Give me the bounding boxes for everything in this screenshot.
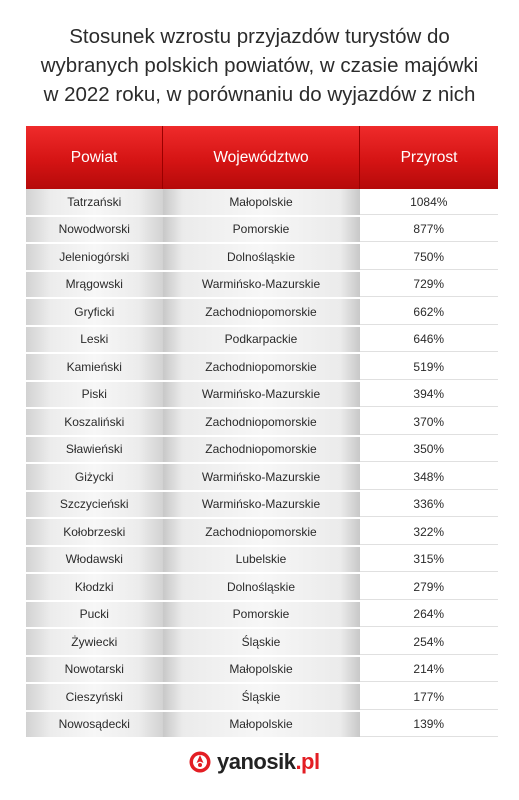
cell-powiat: Włodawski <box>26 546 163 574</box>
cell-powiat: Mrągowski <box>26 271 163 299</box>
cell-przyrost: 279% <box>360 573 499 601</box>
logo-brand: yanosik <box>217 749 296 774</box>
yanosik-logo-icon <box>189 751 211 773</box>
cell-przyrost: 877% <box>360 216 499 244</box>
cell-powiat: Nowosądecki <box>26 711 163 739</box>
cell-przyrost: 177% <box>360 683 499 711</box>
chart-title <box>0 22 519 109</box>
table-row <box>26 353 498 381</box>
cell-przyrost: 394% <box>360 381 499 409</box>
cell-wojewodztwo: Zachodniopomorskie <box>163 353 360 381</box>
cell-powiat: Piski <box>26 381 163 409</box>
cell-przyrost: 370% <box>360 408 499 436</box>
table-row <box>26 463 498 491</box>
cell-wojewodztwo: Zachodniopomorskie <box>163 436 360 464</box>
table-row <box>26 216 498 244</box>
cell-przyrost: 519% <box>360 353 499 381</box>
cell-wojewodztwo: Małopolskie <box>163 189 360 216</box>
cell-powiat: Szczycieński <box>26 491 163 519</box>
cell-przyrost: 214% <box>360 656 499 684</box>
cell-wojewodztwo: Warmińsko-Mazurskie <box>163 491 360 519</box>
column-header-powiat: Powiat <box>26 126 163 189</box>
cell-przyrost: 315% <box>360 546 499 574</box>
table-row <box>26 243 498 271</box>
cell-wojewodztwo: Zachodniopomorskie <box>163 298 360 326</box>
cell-powiat: Leski <box>26 326 163 354</box>
cell-wojewodztwo: Małopolskie <box>163 656 360 684</box>
cell-wojewodztwo: Dolnośląskie <box>163 243 360 271</box>
brand-logo <box>189 749 320 775</box>
cell-przyrost: 750% <box>360 243 499 271</box>
column-header-wojewodztwo: Województwo <box>163 126 360 189</box>
cell-wojewodztwo: Warmińsko-Mazurskie <box>163 463 360 491</box>
cell-powiat: Nowotarski <box>26 656 163 684</box>
cell-wojewodztwo: Śląskie <box>163 628 360 656</box>
cell-powiat: Kołobrzeski <box>26 518 163 546</box>
cell-przyrost: 350% <box>360 436 499 464</box>
table-row <box>26 298 498 326</box>
cell-powiat: Tatrzański <box>26 189 163 216</box>
cell-wojewodztwo: Warmińsko-Mazurskie <box>163 381 360 409</box>
cell-wojewodztwo: Śląskie <box>163 683 360 711</box>
table-row <box>26 546 498 574</box>
column-header-przyrost: Przyrost <box>360 126 499 189</box>
cell-wojewodztwo: Pomorskie <box>163 601 360 629</box>
cell-powiat: Pucki <box>26 601 163 629</box>
cell-powiat: Kłodzki <box>26 573 163 601</box>
cell-powiat: Żywiecki <box>26 628 163 656</box>
title-line-1: Stosunek wzrostu przyjazdów turystów do <box>69 25 450 48</box>
table-row <box>26 326 498 354</box>
table-row <box>26 518 498 546</box>
cell-wojewodztwo: Zachodniopomorskie <box>163 408 360 436</box>
table-row <box>26 573 498 601</box>
data-table <box>26 126 498 739</box>
cell-przyrost: 264% <box>360 601 499 629</box>
table-row <box>26 656 498 684</box>
cell-powiat: Giżycki <box>26 463 163 491</box>
cell-przyrost: 336% <box>360 491 499 519</box>
cell-wojewodztwo: Pomorskie <box>163 216 360 244</box>
table-header-row <box>26 126 498 189</box>
cell-powiat: Nowodworski <box>26 216 163 244</box>
cell-wojewodztwo: Warmińsko-Mazurskie <box>163 271 360 299</box>
cell-wojewodztwo: Zachodniopomorskie <box>163 518 360 546</box>
cell-przyrost: 254% <box>360 628 499 656</box>
table-row <box>26 436 498 464</box>
cell-wojewodztwo: Dolnośląskie <box>163 573 360 601</box>
table-row <box>26 491 498 519</box>
cell-przyrost: 662% <box>360 298 499 326</box>
cell-powiat: Sławieński <box>26 436 163 464</box>
cell-powiat: Jeleniogórski <box>26 243 163 271</box>
table-row <box>26 271 498 299</box>
title-line-3: w 2022 roku, w porównaniu do wyjazdów z nich <box>43 83 476 106</box>
cell-przyrost: 729% <box>360 271 499 299</box>
logo-suffix: .pl <box>295 749 320 774</box>
cell-przyrost: 348% <box>360 463 499 491</box>
cell-powiat: Kamieński <box>26 353 163 381</box>
cell-wojewodztwo: Małopolskie <box>163 711 360 739</box>
cell-powiat: Koszaliński <box>26 408 163 436</box>
table-row <box>26 628 498 656</box>
table-row <box>26 189 498 216</box>
cell-przyrost: 322% <box>360 518 499 546</box>
table-row <box>26 381 498 409</box>
table-row <box>26 683 498 711</box>
cell-przyrost: 139% <box>360 711 499 739</box>
table-row <box>26 711 498 739</box>
table-row <box>26 408 498 436</box>
table-row <box>26 601 498 629</box>
cell-przyrost: 1084% <box>360 189 499 216</box>
cell-wojewodztwo: Podkarpackie <box>163 326 360 354</box>
title-line-2: wybranych polskich powiatów, w czasie majówki <box>40 54 479 77</box>
logo-text <box>217 749 320 775</box>
cell-powiat: Gryficki <box>26 298 163 326</box>
table-body <box>26 189 498 738</box>
cell-wojewodztwo: Lubelskie <box>163 546 360 574</box>
cell-powiat: Cieszyński <box>26 683 163 711</box>
cell-przyrost: 646% <box>360 326 499 354</box>
